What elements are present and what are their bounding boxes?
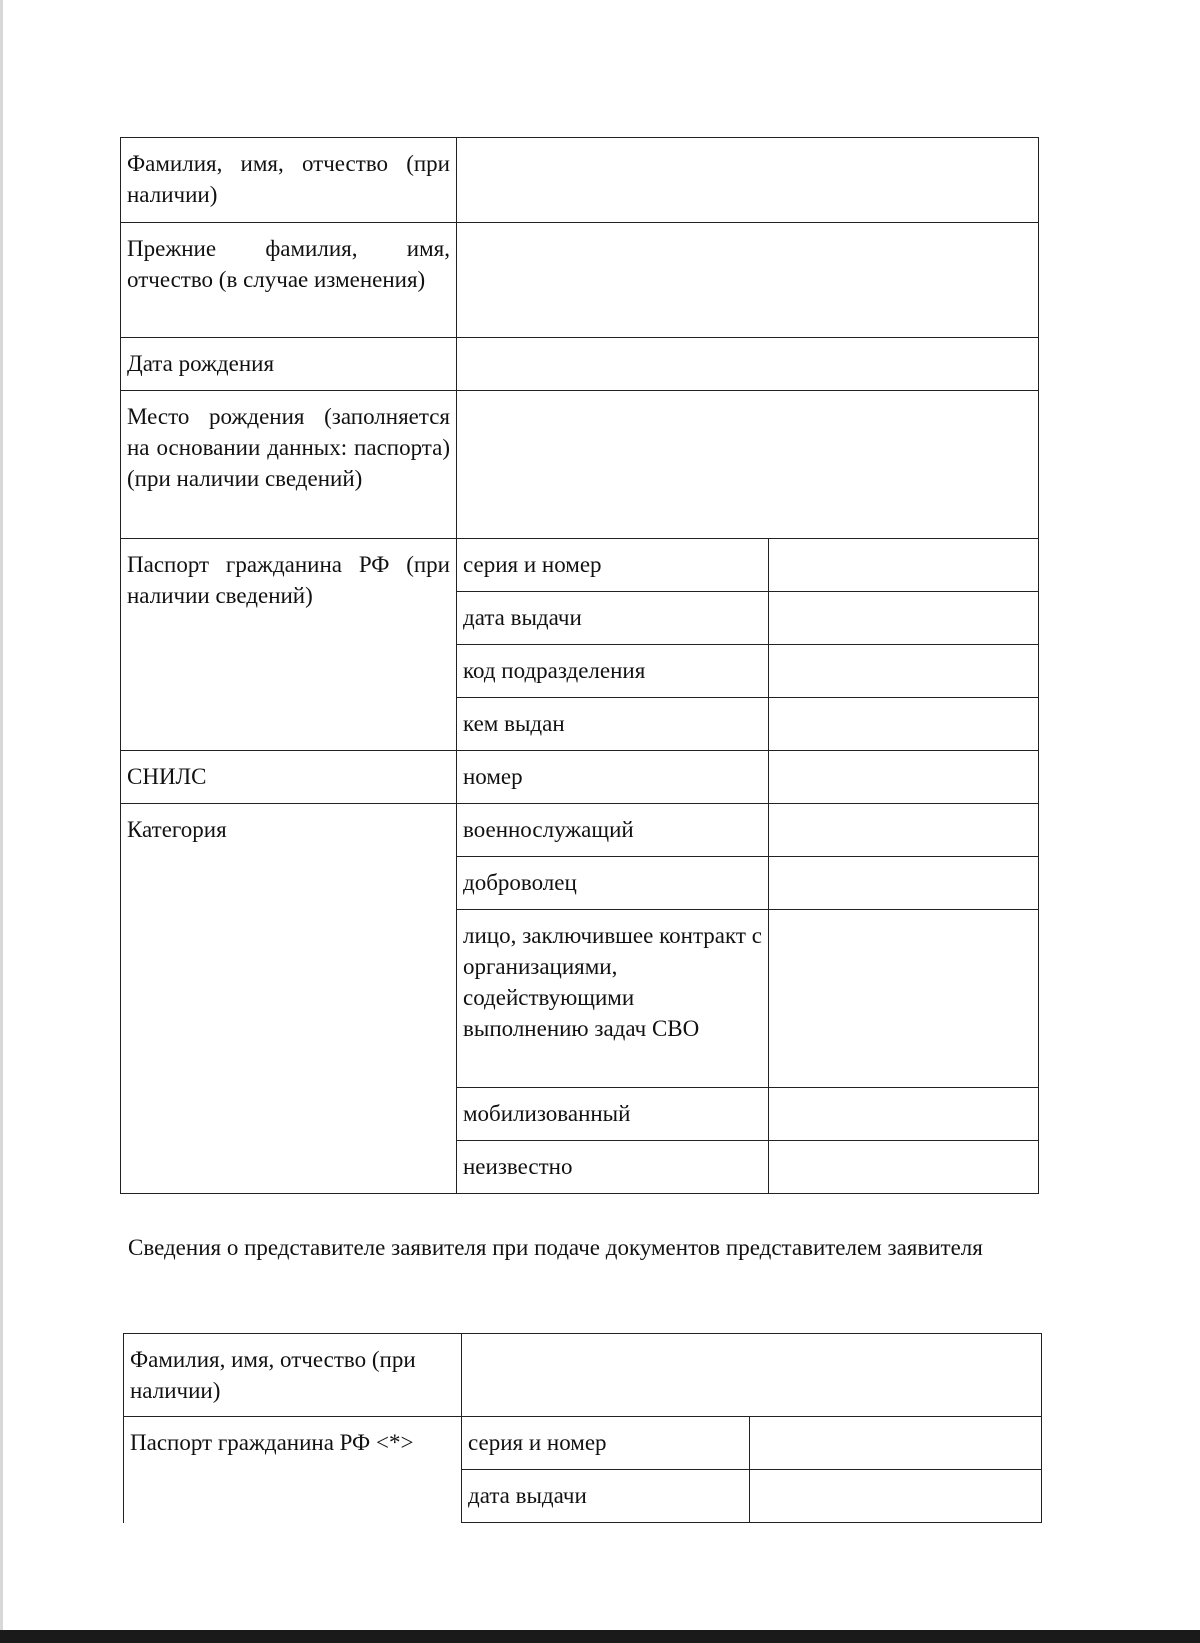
- passport-issue-date-label: дата выдачи: [457, 592, 769, 645]
- category-volunteer-value-cell[interactable]: [769, 857, 1039, 910]
- rep-passport-issue-date-label: дата выдачи: [462, 1470, 750, 1523]
- rep-passport-series-number-label: серия и номер: [462, 1417, 750, 1470]
- birth-date-label: Дата рождения: [121, 338, 457, 391]
- applicant-info-table: [120, 137, 1039, 1194]
- passport-division-code-value-cell[interactable]: [769, 645, 1039, 698]
- birth-place-value-cell[interactable]: [457, 391, 1039, 539]
- representative-section-caption: Сведения о представителе заявителя при подаче документов представителем заявителя: [128, 1235, 983, 1260]
- full-name-value-cell[interactable]: [457, 138, 1039, 223]
- category-option-contractor: лицо, заключившее контракт с организациями, содействующими выполнению задач СВО: [457, 910, 769, 1088]
- previous-name-label: Прежние фамилия, имя, отчество (в случае изменения): [121, 223, 457, 338]
- passport-series-number-label: серия и номер: [457, 539, 769, 592]
- category-serviceman-value-cell[interactable]: [769, 804, 1039, 857]
- category-option-mobilized: мобилизованный: [457, 1088, 769, 1141]
- passport-issued-by-value-cell[interactable]: [769, 698, 1039, 751]
- passport-issued-by-label: кем выдан: [457, 698, 769, 751]
- rep-full-name-value-cell[interactable]: [462, 1334, 1042, 1417]
- rep-full-name-label: Фамилия, имя, отчество (при наличии): [124, 1334, 462, 1417]
- category-contractor-value-cell[interactable]: [769, 910, 1039, 1088]
- category-option-unknown: неизвестно: [457, 1141, 769, 1194]
- scan-edge-bottom: [0, 1630, 1200, 1643]
- snils-number-value-cell[interactable]: [769, 751, 1039, 804]
- category-option-volunteer: доброволец: [457, 857, 769, 910]
- snils-label: СНИЛС: [121, 751, 457, 804]
- rep-passport-series-number-value-cell[interactable]: [750, 1417, 1042, 1470]
- category-mobilized-value-cell[interactable]: [769, 1088, 1039, 1141]
- rep-passport-label: Паспорт гражданина РФ <*>: [124, 1417, 462, 1523]
- passport-label: Паспорт гражданина РФ (при наличии сведений): [121, 539, 457, 751]
- birth-date-value-cell[interactable]: [457, 338, 1039, 391]
- full-name-label: Фамилия, имя, отчество (при наличии): [121, 138, 457, 223]
- category-unknown-value-cell[interactable]: [769, 1141, 1039, 1194]
- birth-place-label: Место рождения (заполняется на основании данных: паспорта) (при наличии сведений): [121, 391, 457, 539]
- previous-name-value-cell[interactable]: [457, 223, 1039, 338]
- scan-edge-left: [0, 0, 3, 1643]
- representative-info-table: [123, 1333, 1042, 1523]
- passport-division-code-label: код подразделения: [457, 645, 769, 698]
- passport-series-number-value-cell[interactable]: [769, 539, 1039, 592]
- passport-issue-date-value-cell[interactable]: [769, 592, 1039, 645]
- category-label: Категория: [121, 804, 457, 1194]
- category-option-serviceman: военнослужащий: [457, 804, 769, 857]
- snils-number-label: номер: [457, 751, 769, 804]
- rep-passport-issue-date-value-cell[interactable]: [750, 1470, 1042, 1523]
